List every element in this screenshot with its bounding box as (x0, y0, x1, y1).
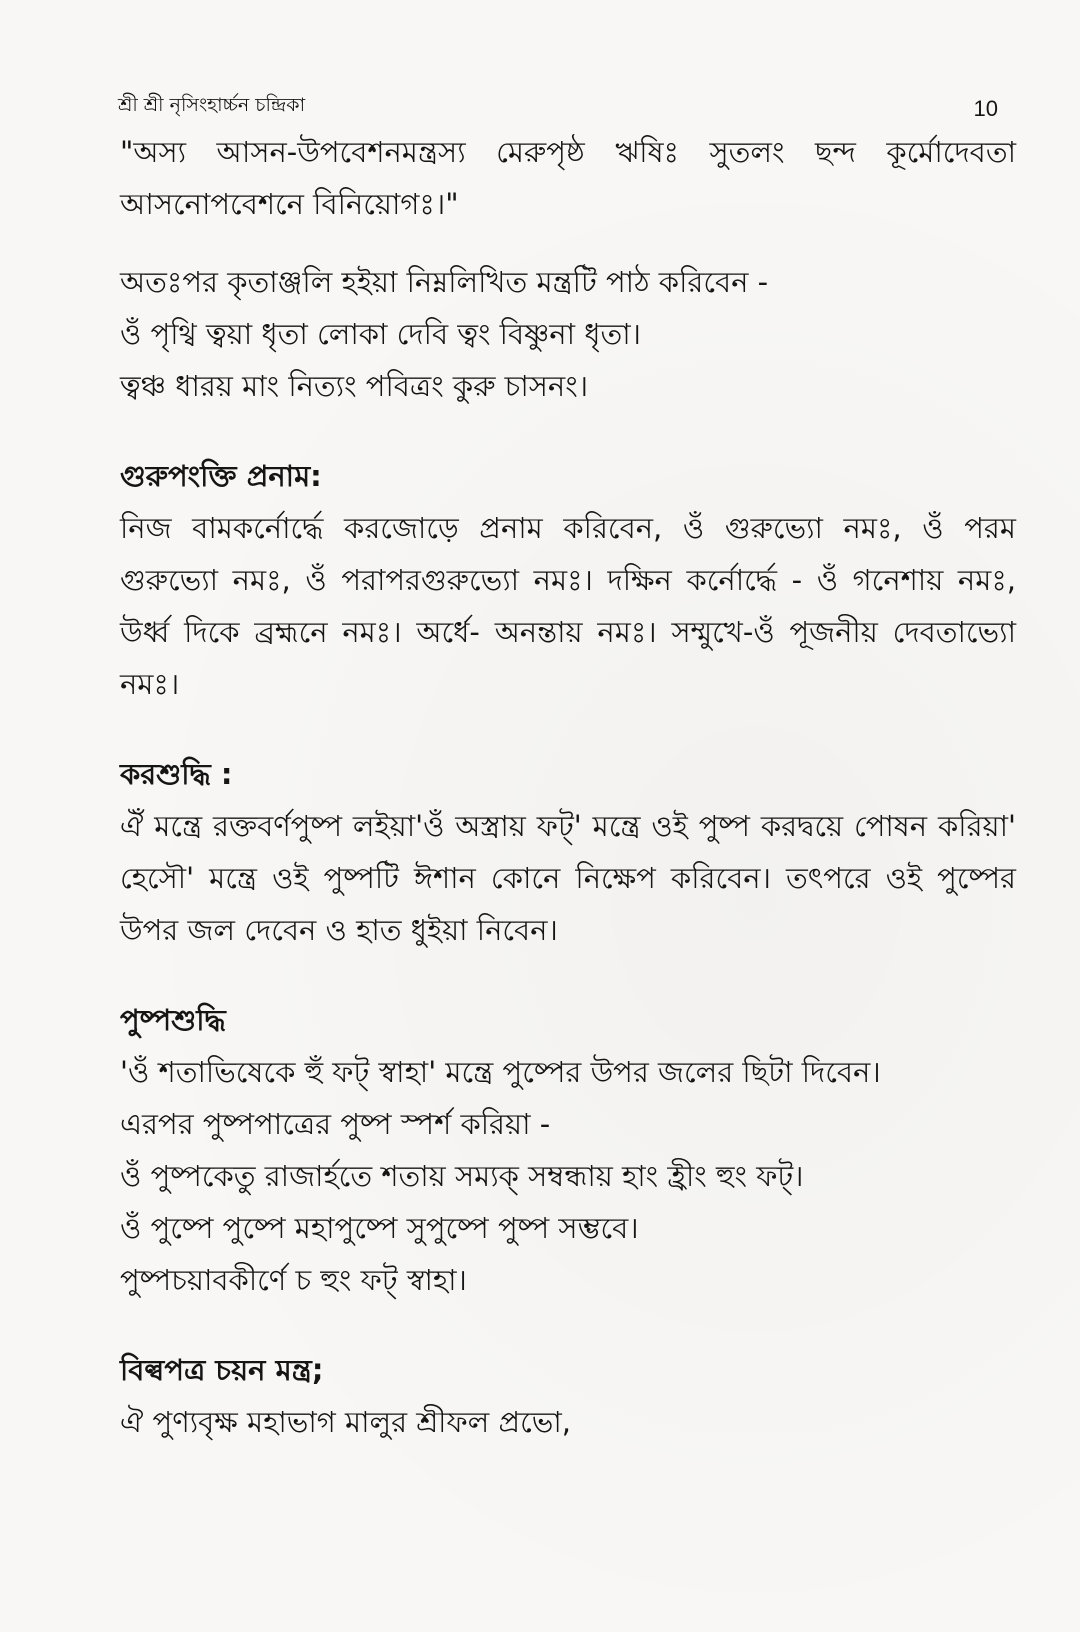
mantra-line: এরপর পুষ্পপাত্রের পুষ্প স্পর্শ করিয়া - (120, 1107, 551, 1141)
section-heading-karashuddhi: করশুদ্ধি : (120, 757, 233, 791)
book-title: শ্রী শ্রী নৃসিংহার্চ্চন চন্দ্রিকা (118, 94, 306, 116)
guru-pranam-paragraph: নিজ বামকর্নোর্দ্ধে করজোড়ে প্রনাম করিবেন, ওঁ গুরুভ্যো নমঃ, ওঁ পরম গুরুভ্যো নমঃ, ওঁ পরাপরগুরুভ্যো নমঃ। দক্ষিন কর্নোর্দ্ধে - ওঁ গনেশায় নমঃ, উর্ধ্ব দিকে ব্রহ্মনে নমঃ। অর্ধে- অনন্তায় নমঃ। সম্মুখে-ওঁ পূজনীয় দেবতাভ্যো নমঃ। (120, 511, 1016, 701)
pushpashuddhi-block (120, 1046, 1016, 1306)
mantra-line: ওঁ পৃথ্বি ত্বয়া ধৃতা লোকা দেবি ত্বং বিষ্ণুনা ধৃতা। (120, 317, 642, 351)
asana-mantra-paragraph: "অস্য আসন-উপবেশনমন্ত্রস্য মেরুপৃষ্ঠ ঋষিঃ সুতলং ছন্দ কূর্মোদেবতা আসনোপবেশনে বিনিয়োগঃ।" (120, 135, 1016, 221)
mantra-line: ওঁ পুষ্পকেতু রাজার্হতে শতায় সম্যক্ সম্বন্ধায় হাং হ্রীং হুং ফট্। (120, 1159, 804, 1193)
section-heading-bilvapatra: বিল্বপত্র চয়ন মন্ত্র; (120, 1353, 324, 1387)
bilvapatra-mantra-line: ঐ পুণ্যবৃক্ষ মহাভাগ মালুর শ্রীফল প্রভো, (120, 1405, 572, 1439)
karashuddhi-paragraph: ঐঁ মন্ত্রে রক্তবর্ণপুষ্প লইয়া'ওঁ অস্ত্রায় ফট্' মন্ত্রে ওই পুষ্প করদ্বয়ে পোষন করিয়া' হেসৌ' মন্ত্রে ওই পুষ্পটি ঈশান কোনে নিক্ষেপ করিবেন। তৎপরে ওই পুষ্পের উপর জল দেবেন ও হাত ধুইয়া নিবেন। (120, 809, 1016, 947)
prithvi-mantra-block (120, 256, 1016, 412)
mantra-line: অতঃপর কৃতাঞ্জলি হইয়া নিম্নলিখিত মন্ত্রটি পাঠ করিবেন - (120, 265, 769, 299)
page-number: 10 (973, 96, 998, 121)
mantra-line: পুষ্পচয়াবকীর্ণে চ হুং ফট্ স্বাহা। (120, 1263, 467, 1297)
mantra-line: ত্বঞ্চ ধারয় মাং নিত্যং পবিত্রং কুরু চাসনং। (120, 369, 589, 403)
mantra-line: 'ওঁ শতাভিষেকে হুঁ ফট্ স্বাহা' মন্ত্রে পুষ্পের উপর জলের ছিটা দিবেন। (120, 1055, 881, 1089)
section-heading-pushpashuddhi: পুষ্পশুদ্ধি (120, 1003, 226, 1037)
mantra-line: ওঁ পুষ্পে পুষ্পে মহাপুষ্পে সুপুষ্পে পুষ্প সম্ভবে। (120, 1211, 639, 1245)
section-heading-guru-pranam: গুরুপংক্তি প্রনাম: (120, 459, 322, 493)
page-body (120, 126, 1016, 1448)
